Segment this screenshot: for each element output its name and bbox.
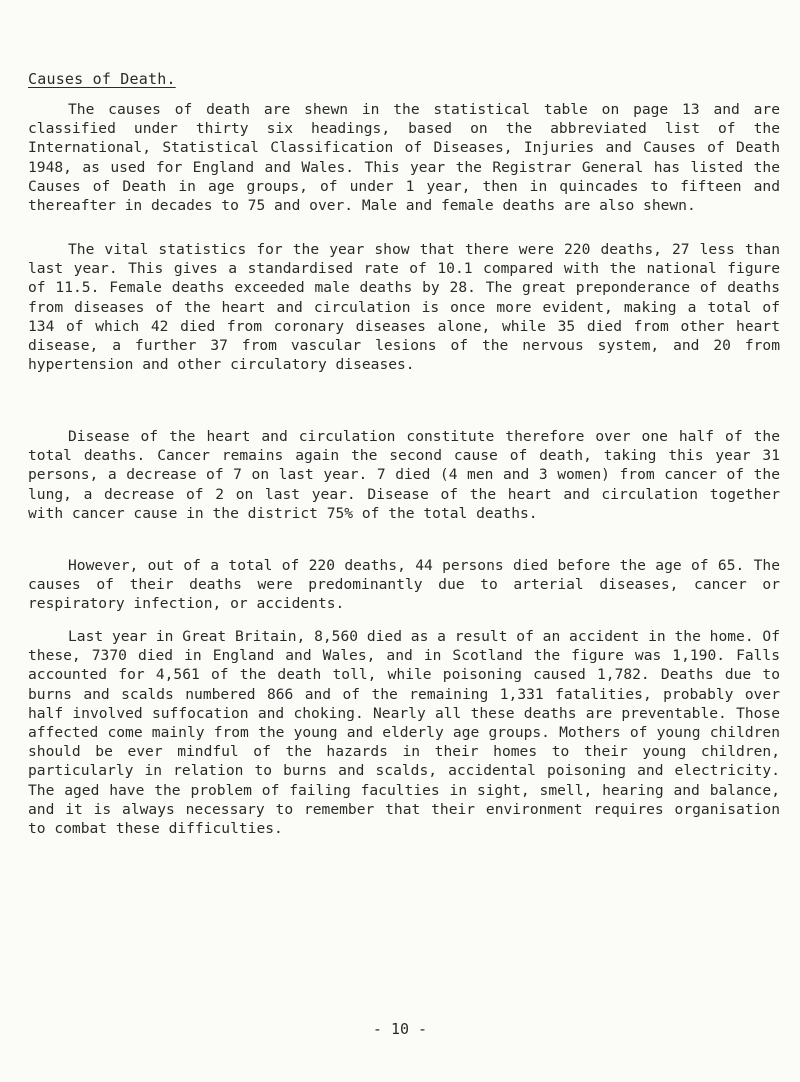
section-heading: Causes of Death.	[28, 70, 176, 88]
paragraph-early-deaths: However, out of a total of 220 deaths, 44 persons died before the age of 65. The causes of their deaths were predominantly due to arterial diseases, cancer or respiratory infection, or accidents.	[28, 557, 780, 613]
page-number: - 10 -	[372, 1020, 428, 1038]
paragraph-causes-classification: The causes of death are shewn in the statistical table on page 13 and are classified under thirty six headings, based on the abbreviated list of the International, Statistical Classification of Diseases, Injuries and Causes of Death 1948, as used for England and Wales. This year the Registrar General has listed the Causes of Death in age groups, of under 1 year, then in quincades to fifteen and thereafter in decades to 75 and over. Male and female deaths are also shewn.	[28, 101, 780, 215]
paragraph-heart-and-cancer: Disease of the heart and circulation constitute therefore over one half of the total deaths. Cancer remains again the second cause of death, taking this year 31 persons, a decrease of 7 on last year. 7 died (4 men and 3 women) from cancer of the lung, a decrease of 2 on last year. Disease of the heart and circulation together with cancer cause in the district 75% of the total deaths.	[28, 428, 780, 522]
paragraph-home-accidents: Last year in Great Britain, 8,560 died as a result of an accident in the home. Of these, 7370 died in England and Wales, and in Scotland the figure was 1,190. Falls accounted for 4,561 of the death toll, while poisoning caused 1,782. Deaths due to burns and scalds numbered 866 and of the remaining 1,331 fatalities, probably over half involved suffocation and choking. Nearly all these deaths are preventable. Those affected come mainly from the young and elderly age groups. Mothers of young children should be ever mindful of the hazards in their homes to their young children, particularly in relation to burns and scalds, accidental poisoning and electricity. The aged have the problem of failing faculties in sight, smell, hearing and balance, and it is always necessary to remember that their environment requires organisation to combat these difficulties.	[28, 628, 780, 838]
paragraph-vital-statistics: The vital statistics for the year show that there were 220 deaths, 27 less than last year. This gives a standardised rate of 10.1 compared with the national figure of 11.5. Female deaths exceeded male deaths by 28. The great preponderance of deaths from diseases of the heart and circulation is once more evident, making a total of 134 of which 42 died from coronary diseases alone, while 35 died from other heart disease, a further 37 from vascular lesions of the nervous system, and 20 from hypertension and other circulatory diseases.	[28, 241, 780, 374]
